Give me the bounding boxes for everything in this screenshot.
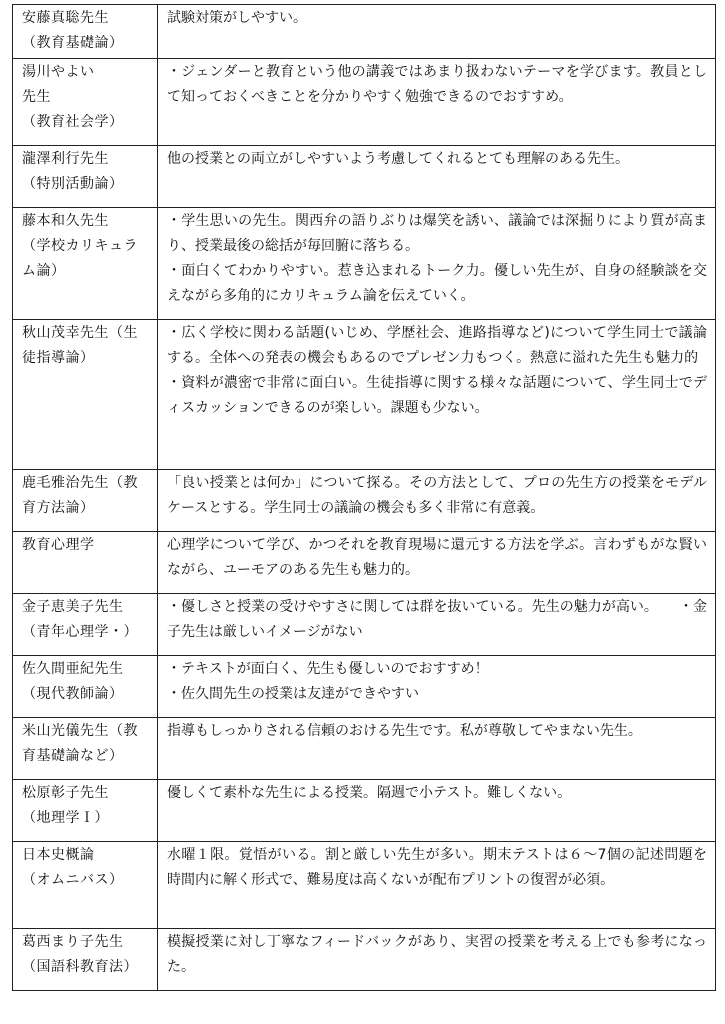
comment-cell <box>158 208 716 320</box>
comment-text: ・面白くてわかりやすい。惹き込まれるトーク力。優しい先生が、自身の経験談を交えながら多角的にカリキュラム論を伝えていく。 <box>167 263 707 304</box>
comment-text: ・広く学校に関わる話題(いじめ、学歴社会、進路指導など)について学生同士で議論する。全体への発表の機会もあるのでプレゼン力もつく。熱意に溢れた先生も魅力的 <box>167 325 707 366</box>
comment-cell <box>158 718 716 780</box>
comment-text: ・学生思いの先生。関西弁の語りぶりは爆笑を誘い、議論では深掘りにより質が高まり、授業最後の総括が毎回腑に落ちる。 <box>167 213 707 254</box>
table-row <box>13 780 716 842</box>
table-row <box>13 5 716 59</box>
comment-text: 「良い授業とは何か」について探る。その方法として、プロの先生方の授業をモデルケースとする。学生同士の議論の機会も多く非常に有意義。 <box>167 475 707 516</box>
comment-text: 他の授業との両立がしやすいよう考慮してくれるとても理解のある先生。 <box>167 151 629 167</box>
comment-cell <box>158 146 716 208</box>
comment-cell <box>158 594 716 656</box>
comment-cell <box>158 656 716 718</box>
table-row <box>13 208 716 320</box>
comment-text: ・資料が濃密で非常に面白い。生徒指導に関する様々な話題について、学生同士でディスカッションできるのが楽しい。課題も少ない。 <box>167 375 707 416</box>
comment-text: 水曜１限。覚悟がいる。割と厳しい先生が多い。期末テストは６〜7個の記述問題を時間内に解く形式で、難易度は高くないが配布プリントの復習が必須。 <box>167 847 707 888</box>
course-cell: 金子恵美子先生 （青年心理学・） <box>13 594 158 656</box>
course-cell: 秋山茂幸先生（生徒指導論） <box>13 320 158 470</box>
table-row <box>13 842 716 929</box>
table-row <box>13 532 716 594</box>
comment-cell <box>158 929 716 991</box>
course-cell: 鹿毛雅治先生（教育方法論） <box>13 470 158 532</box>
comment-text: 優しくて素朴な先生による授業。隔週で小テスト。難しくない。 <box>167 785 572 801</box>
comment-cell <box>158 842 716 929</box>
comment-cell <box>158 59 716 146</box>
comment-cell <box>158 470 716 532</box>
table-row <box>13 718 716 780</box>
course-cell: 藤本和久先生 （学校カリキュラム論） <box>13 208 158 320</box>
course-cell: 松原彰子先生 （地理学Ｉ） <box>13 780 158 842</box>
course-review-table <box>12 4 716 991</box>
comment-cell <box>158 780 716 842</box>
comment-text: ・優しさと授業の受けやすさに関しては群を抜いている。先生の魅力が高い。 ・金子先生は厳しいイメージがない <box>167 599 707 640</box>
table-row <box>13 656 716 718</box>
table-row <box>13 59 716 146</box>
comment-text: ・佐久間先生の授業は友達ができやすい <box>167 686 419 702</box>
comment-text: 試験対策がしやすい。 <box>167 10 307 26</box>
comment-cell <box>158 532 716 594</box>
course-cell: 安藤真聡先生 （教育基礎論） <box>13 5 158 59</box>
comment-text: ・ジェンダーと教育という他の講義ではあまり扱わないテーマを学びます。教員として知っておくべきことを分かりやすく勉強できるのでおすすめ。 <box>167 64 707 105</box>
table-row <box>13 146 716 208</box>
table-row <box>13 594 716 656</box>
comment-text: 指導もしっかりされる信頼のおける先生です。私が尊敬してやまない先生。 <box>167 723 642 739</box>
table-row <box>13 470 716 532</box>
course-cell: 湯川やよい 先生 （教育社会学） <box>13 59 158 146</box>
course-cell: 米山光儀先生（教育基礎論など） <box>13 718 158 780</box>
table-row <box>13 320 716 470</box>
course-cell: 葛西まり子先生 （国語科教育法） <box>13 929 158 991</box>
comment-text: 心理学について学び、かつそれを教育現場に還元する方法を学ぶ。言わずもがな賢いながら、ユーモアのある先生も魅力的。 <box>167 537 707 578</box>
comment-text: ・テキストが面白く、先生も優しいのでおすすめ！ <box>167 661 489 677</box>
comment-text: 模擬授業に対し丁寧なフィードバックがあり、実習の授業を考える上でも参考になった。 <box>167 934 707 975</box>
table-row <box>13 929 716 991</box>
comment-cell <box>158 5 716 59</box>
course-cell: 教育心理学 <box>13 532 158 594</box>
course-cell: 日本史概論 （オムニバス） <box>13 842 158 929</box>
table-body <box>13 5 716 991</box>
course-cell: 佐久間亜紀先生 （現代教師論） <box>13 656 158 718</box>
comment-cell <box>158 320 716 470</box>
course-cell: 瀧澤利行先生 （特別活動論） <box>13 146 158 208</box>
